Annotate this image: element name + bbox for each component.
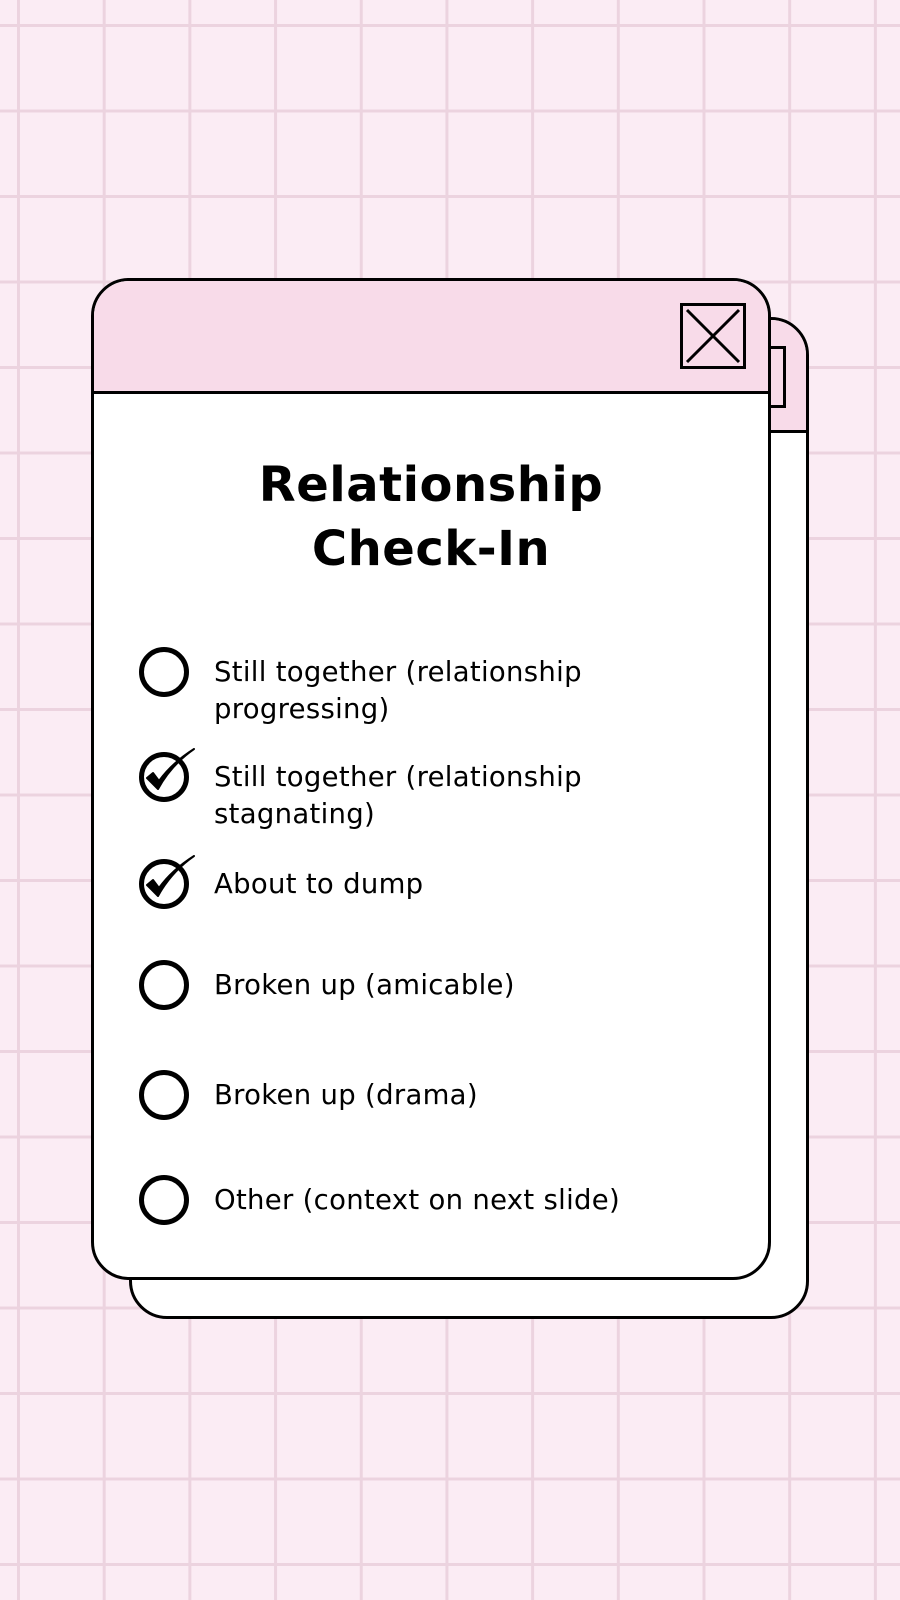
option-label: Still together (relationship progressing) bbox=[214, 656, 582, 725]
radio-button[interactable] bbox=[138, 959, 190, 1011]
option-label: Broken up (amicable) bbox=[214, 969, 515, 1001]
option-broken-up-drama[interactable] bbox=[138, 1069, 748, 1121]
dialog-title-line-2: Check-In bbox=[311, 521, 551, 577]
option-label: About to dump bbox=[214, 868, 424, 900]
option-still-together-stagnating[interactable] bbox=[138, 751, 748, 833]
empty-circle-icon bbox=[138, 959, 190, 1011]
radio-button[interactable] bbox=[138, 751, 190, 803]
close-icon bbox=[683, 306, 743, 366]
option-other[interactable] bbox=[138, 1174, 748, 1226]
radio-button[interactable] bbox=[138, 858, 190, 910]
dialog-title bbox=[94, 453, 768, 581]
checked-circle-icon bbox=[138, 751, 190, 803]
empty-circle-icon bbox=[138, 646, 190, 698]
checked-circle-icon bbox=[138, 858, 190, 910]
radio-button[interactable] bbox=[138, 1069, 190, 1121]
check-in-dialog bbox=[91, 278, 771, 1280]
dialog-title-line-1: Relationship bbox=[258, 457, 604, 513]
option-label: Other (context on next slide) bbox=[214, 1184, 621, 1216]
option-label: Still together (relationship stagnating) bbox=[214, 761, 582, 830]
close-button[interactable] bbox=[680, 303, 746, 369]
option-broken-up-amicable[interactable] bbox=[138, 959, 748, 1011]
dialog-titlebar bbox=[94, 281, 768, 394]
empty-circle-icon bbox=[138, 1069, 190, 1121]
option-about-to-dump[interactable] bbox=[138, 858, 748, 910]
option-still-together-progressing[interactable] bbox=[138, 646, 748, 728]
option-label: Broken up (drama) bbox=[214, 1079, 478, 1111]
radio-button[interactable] bbox=[138, 646, 190, 698]
radio-button[interactable] bbox=[138, 1174, 190, 1226]
empty-circle-icon bbox=[138, 1174, 190, 1226]
